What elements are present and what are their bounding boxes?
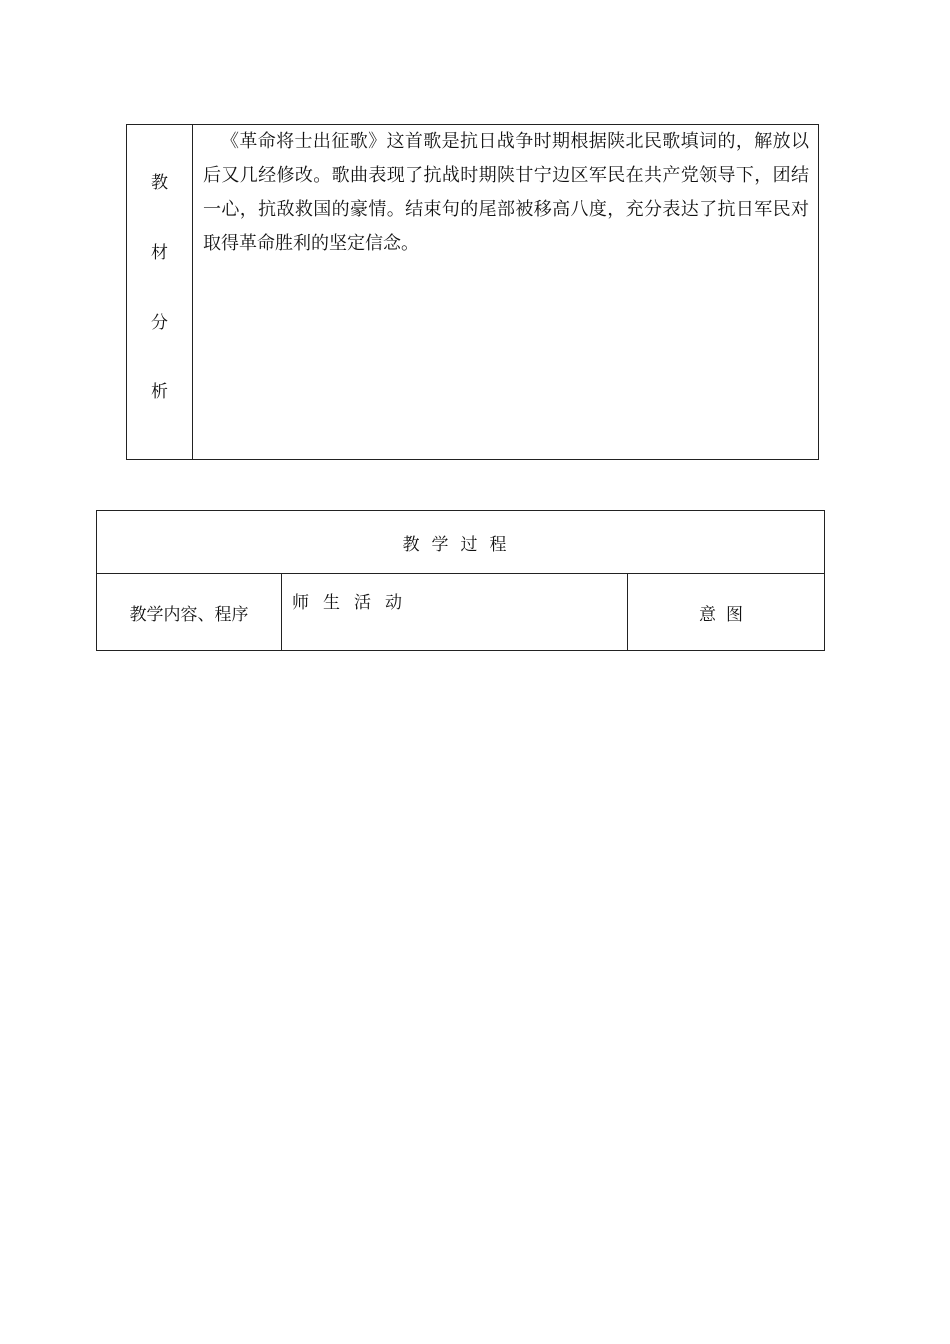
column-header-content: 教学内容、程序	[97, 574, 282, 651]
column-header-activity: 师生活动	[282, 574, 628, 651]
teaching-process-table	[96, 510, 825, 651]
analysis-label-char-3: 分	[151, 313, 168, 333]
material-analysis-text: 《革命将士出征歌》这首歌是抗日战争时期根据陕北民歌填词的，解放以后又几经修改。歌曲表现了抗战时期陕甘宁边区军民在共产党领导下，团结一心，抗敌救国的豪情。结束句的尾部被移高八度，充分表达了抗日军民对取得革命胜利的坚定信念。	[203, 131, 809, 254]
analysis-label-char-2: 材	[151, 243, 168, 263]
analysis-label-char-1: 教	[151, 173, 168, 193]
teaching-process-title: 教学过程	[97, 511, 825, 574]
analysis-label-char-4: 析	[151, 382, 168, 402]
material-analysis-text-cell	[193, 125, 819, 460]
material-analysis-table	[126, 124, 819, 460]
material-analysis-label-cell	[127, 125, 193, 460]
column-header-intent: 意图	[628, 574, 825, 651]
